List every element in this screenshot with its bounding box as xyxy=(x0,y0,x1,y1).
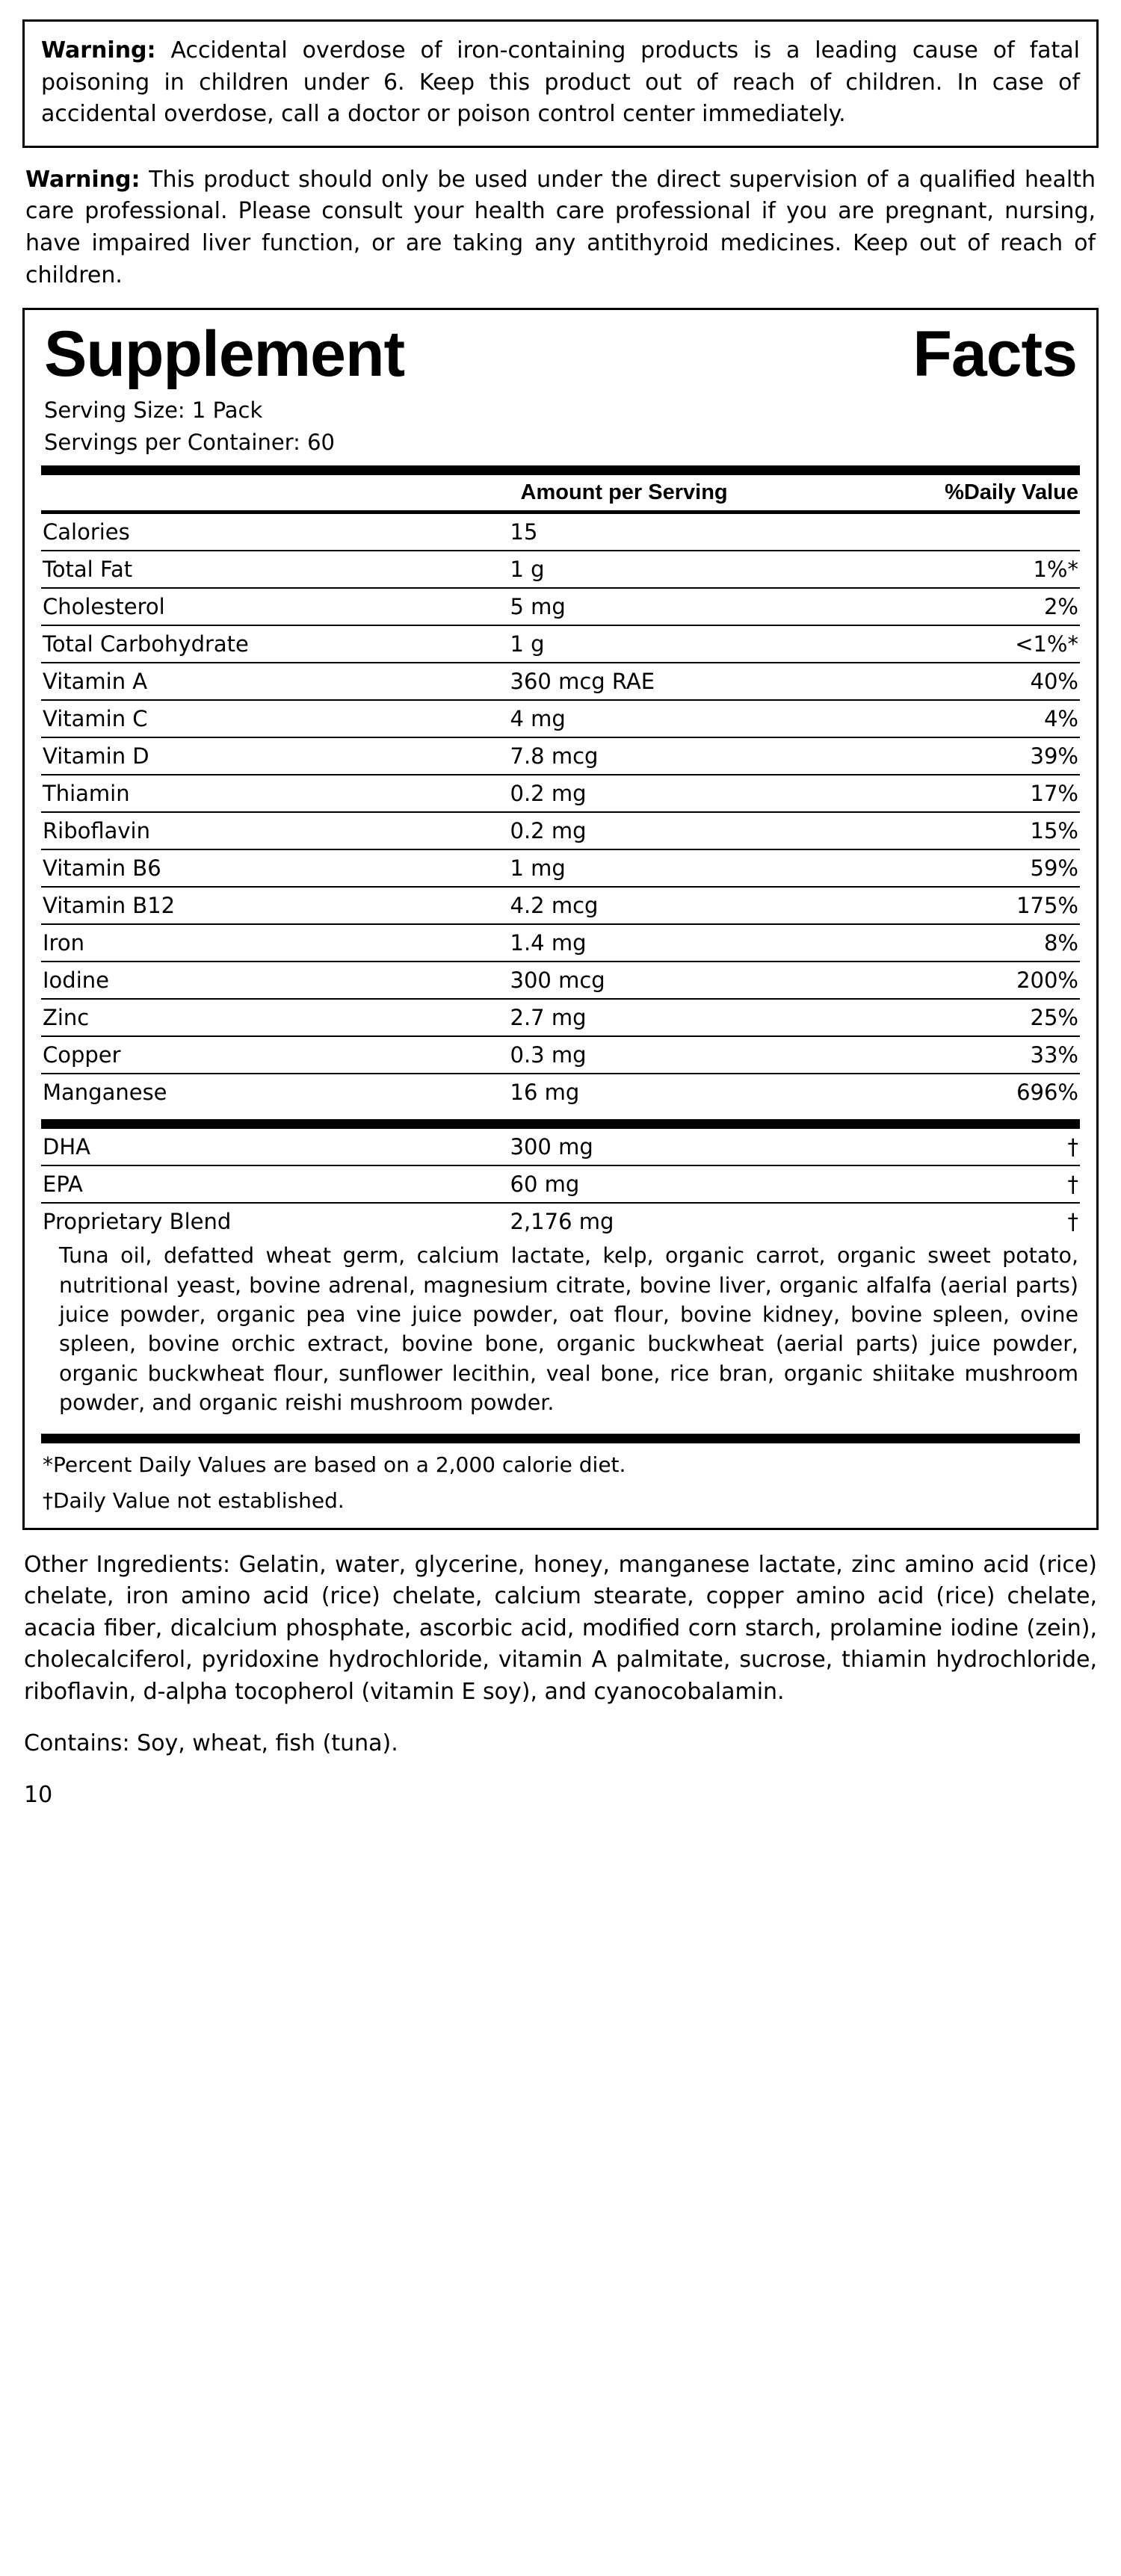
header-blank xyxy=(41,475,509,510)
nutrient-daily-value: † xyxy=(851,1129,1080,1165)
table-row xyxy=(41,812,1080,849)
nutrient-name: Vitamin C xyxy=(41,700,509,737)
nutrient-daily-value: 1%* xyxy=(851,551,1080,588)
table-row xyxy=(41,924,1080,962)
iron-overdose-warning-text xyxy=(41,35,1080,131)
table-row xyxy=(41,1074,1080,1110)
nutrient-name: Vitamin B6 xyxy=(41,849,509,887)
nutrient-amount: 2.7 mg xyxy=(509,999,852,1036)
warning-body-2: This product should only be used under the direct supervision of a qualified health care professional. Please consult your health care professional if you are pregnant, nursing, have impaired liver function, or are taking any antithyroid medicines. Keep out of reach of children. xyxy=(25,166,1096,288)
nutrient-name: Iodine xyxy=(41,962,509,999)
table-row xyxy=(41,999,1080,1036)
nutrient-amount: 2,176 mg xyxy=(510,1209,614,1235)
nutrient-amount: 1 g xyxy=(509,551,852,588)
supplement-facts-title xyxy=(41,318,1080,393)
nutrient-daily-value: 59% xyxy=(851,849,1080,887)
warning-body: Accidental overdose of iron-containing products is a leading cause of fatal poisoning in children under 6. Keep this product out of reach of children. In case of accidental overdose, call a doctor or poison control center immediately. xyxy=(41,37,1080,128)
divider-thick-bottom xyxy=(41,1434,1080,1443)
table-row xyxy=(41,1165,1080,1203)
nutrient-name: Total Carbohydrate xyxy=(41,625,509,663)
proprietary-blend-description: Tuna oil, defatted wheat germ, calcium lactate, kelp, organic carrot, organic sweet potato, nutritional yeast, bovine adrenal, magnesium citrate, bovine liver, organic alfalfa (aerial parts) juice powder, organic pea vine juice powder, oat flour, bovine kidney, bovine spleen, ovine spleen, bovine orchic extract, bovine bone, organic buckwheat (aerial parts) juice powder, organic buckwheat flour, sunflower lecithin, veal bone, rice bran, organic shiitake mushroom powder, and organic reishi mushroom powder. xyxy=(59,1243,1078,1416)
supervision-warning-text xyxy=(22,164,1099,291)
warning-label-2: Warning: xyxy=(25,166,140,193)
table-row xyxy=(41,887,1080,924)
divider-thick-mid xyxy=(41,1119,1080,1129)
nutrient-name: Vitamin D xyxy=(41,737,509,775)
supplement-facts-panel xyxy=(22,308,1099,1529)
title-word-facts: Facts xyxy=(912,318,1077,391)
divider-thick-top xyxy=(41,465,1080,475)
serving-size: Serving Size: 1 Pack xyxy=(44,397,263,424)
nutrient-name: DHA xyxy=(41,1129,509,1165)
nutrient-daily-value: 25% xyxy=(851,999,1080,1036)
nutrient-amount: 4.2 mcg xyxy=(509,887,852,924)
nutrient-amount: 1 mg xyxy=(509,849,852,887)
nutrient-daily-value: † xyxy=(851,1165,1080,1203)
nutrient-name: Vitamin B12 xyxy=(41,887,509,924)
nutrient-daily-value: 15% xyxy=(851,812,1080,849)
nutrient-name: Copper xyxy=(41,1036,509,1074)
nutrient-amount: 300 mcg xyxy=(509,962,852,999)
nutrient-daily-value: 175% xyxy=(851,887,1080,924)
nutrient-daily-value: 40% xyxy=(851,663,1080,700)
nutrition-header-table xyxy=(41,475,1080,510)
nutrient-amount: 4 mg xyxy=(509,700,852,737)
table-row xyxy=(41,663,1080,700)
nutrient-amount: 5 mg xyxy=(509,588,852,625)
nutrient-name: Proprietary Blend xyxy=(43,1209,232,1235)
nutrient-name: Total Fat xyxy=(41,551,509,588)
page-number: 10 xyxy=(24,1782,53,1809)
nutrient-amount: 0.3 mg xyxy=(509,1036,852,1074)
nutrient-name: Vitamin A xyxy=(41,663,509,700)
nutrient-daily-value: 17% xyxy=(851,775,1080,812)
table-row xyxy=(41,700,1080,737)
nutrient-name: Riboflavin xyxy=(41,812,509,849)
servings-per-container: Servings per Container: 60 xyxy=(44,429,335,455)
table-row xyxy=(41,775,1080,812)
nutrient-name: Iron xyxy=(41,924,509,962)
nutrient-daily-value: 200% xyxy=(851,962,1080,999)
table-row xyxy=(41,962,1080,999)
nutrient-amount: 300 mg xyxy=(509,1129,852,1165)
nutrient-name: Calories xyxy=(41,514,509,551)
nutrient-daily-value: 696% xyxy=(1016,1080,1078,1106)
footnote-percent-daily-value: *Percent Daily Values are based on a 2,000 calorie diet. xyxy=(43,1452,626,1478)
nutrient-daily-value: 4% xyxy=(851,700,1080,737)
table-row xyxy=(41,625,1080,663)
header-daily-value: %Daily Value xyxy=(945,480,1078,505)
nutrient-name: Cholesterol xyxy=(41,588,509,625)
nutrient-amount: 16 mg xyxy=(510,1080,580,1106)
table-header-row xyxy=(41,475,1080,510)
nutrient-daily-value: 39% xyxy=(851,737,1080,775)
table-row xyxy=(41,588,1080,625)
table-row xyxy=(41,1036,1080,1074)
nutrition-rows-table xyxy=(41,514,1080,1110)
other-ingredients-text: Other Ingredients: Gelatin, water, glycerine, honey, manganese lactate, zinc amino acid (rice) chelate, iron amino acid (rice) chelate, calcium stearate, copper amino acid (rice) chelate, acacia fiber, dicalcium phosphate, ascorbic acid, modified corn starch, prolamine iodine (zein), cholecalciferol, pyridoxine hydrochloride, vitamin A palmitate, sucrose, thiamin hydrochloride, riboflavin, d-alpha tocopherol (vitamin E soy), and cyanocobalamin. xyxy=(24,1551,1097,1705)
nutrient-daily-value: † xyxy=(1067,1209,1078,1235)
table-row xyxy=(41,1129,1080,1165)
nutrient-amount: 1.4 mg xyxy=(509,924,852,962)
nutrient-amount: 360 mcg RAE xyxy=(509,663,852,700)
table-row xyxy=(41,849,1080,887)
table-row xyxy=(41,1203,1080,1239)
nutrient-name: Manganese xyxy=(43,1080,167,1106)
table-row xyxy=(41,737,1080,775)
contains-allergens-text: Contains: Soy, wheat, fish (tuna). xyxy=(24,1730,398,1756)
nutrient-name: EPA xyxy=(41,1165,509,1203)
nutrient-name: Zinc xyxy=(41,999,509,1036)
table-row xyxy=(41,514,1080,551)
footnote-daily-value-not-established: †Daily Value not established. xyxy=(43,1488,345,1514)
nutrient-daily-value xyxy=(851,514,1080,551)
nutrient-amount: 0.2 mg xyxy=(509,775,852,812)
nutrient-amount: 1 g xyxy=(509,625,852,663)
nutrient-daily-value: 33% xyxy=(851,1036,1080,1074)
warning-label: Warning: xyxy=(41,37,156,64)
nutrient-name: Thiamin xyxy=(41,775,509,812)
nutrient-amount: 0.2 mg xyxy=(509,812,852,849)
nutrient-amount: 15 xyxy=(509,514,852,551)
table-row xyxy=(41,551,1080,588)
nutrition-rows-table-secondary xyxy=(41,1129,1080,1239)
title-word-supplement: Supplement xyxy=(44,318,405,391)
nutrient-amount: 7.8 mcg xyxy=(509,737,852,775)
nutrient-daily-value: 8% xyxy=(851,924,1080,962)
header-amount-per-serving: Amount per Serving xyxy=(520,480,728,505)
nutrient-daily-value: <1%* xyxy=(851,625,1080,663)
iron-overdose-warning-box xyxy=(22,19,1099,148)
nutrient-amount: 60 mg xyxy=(509,1165,852,1203)
nutrient-daily-value: 2% xyxy=(851,588,1080,625)
